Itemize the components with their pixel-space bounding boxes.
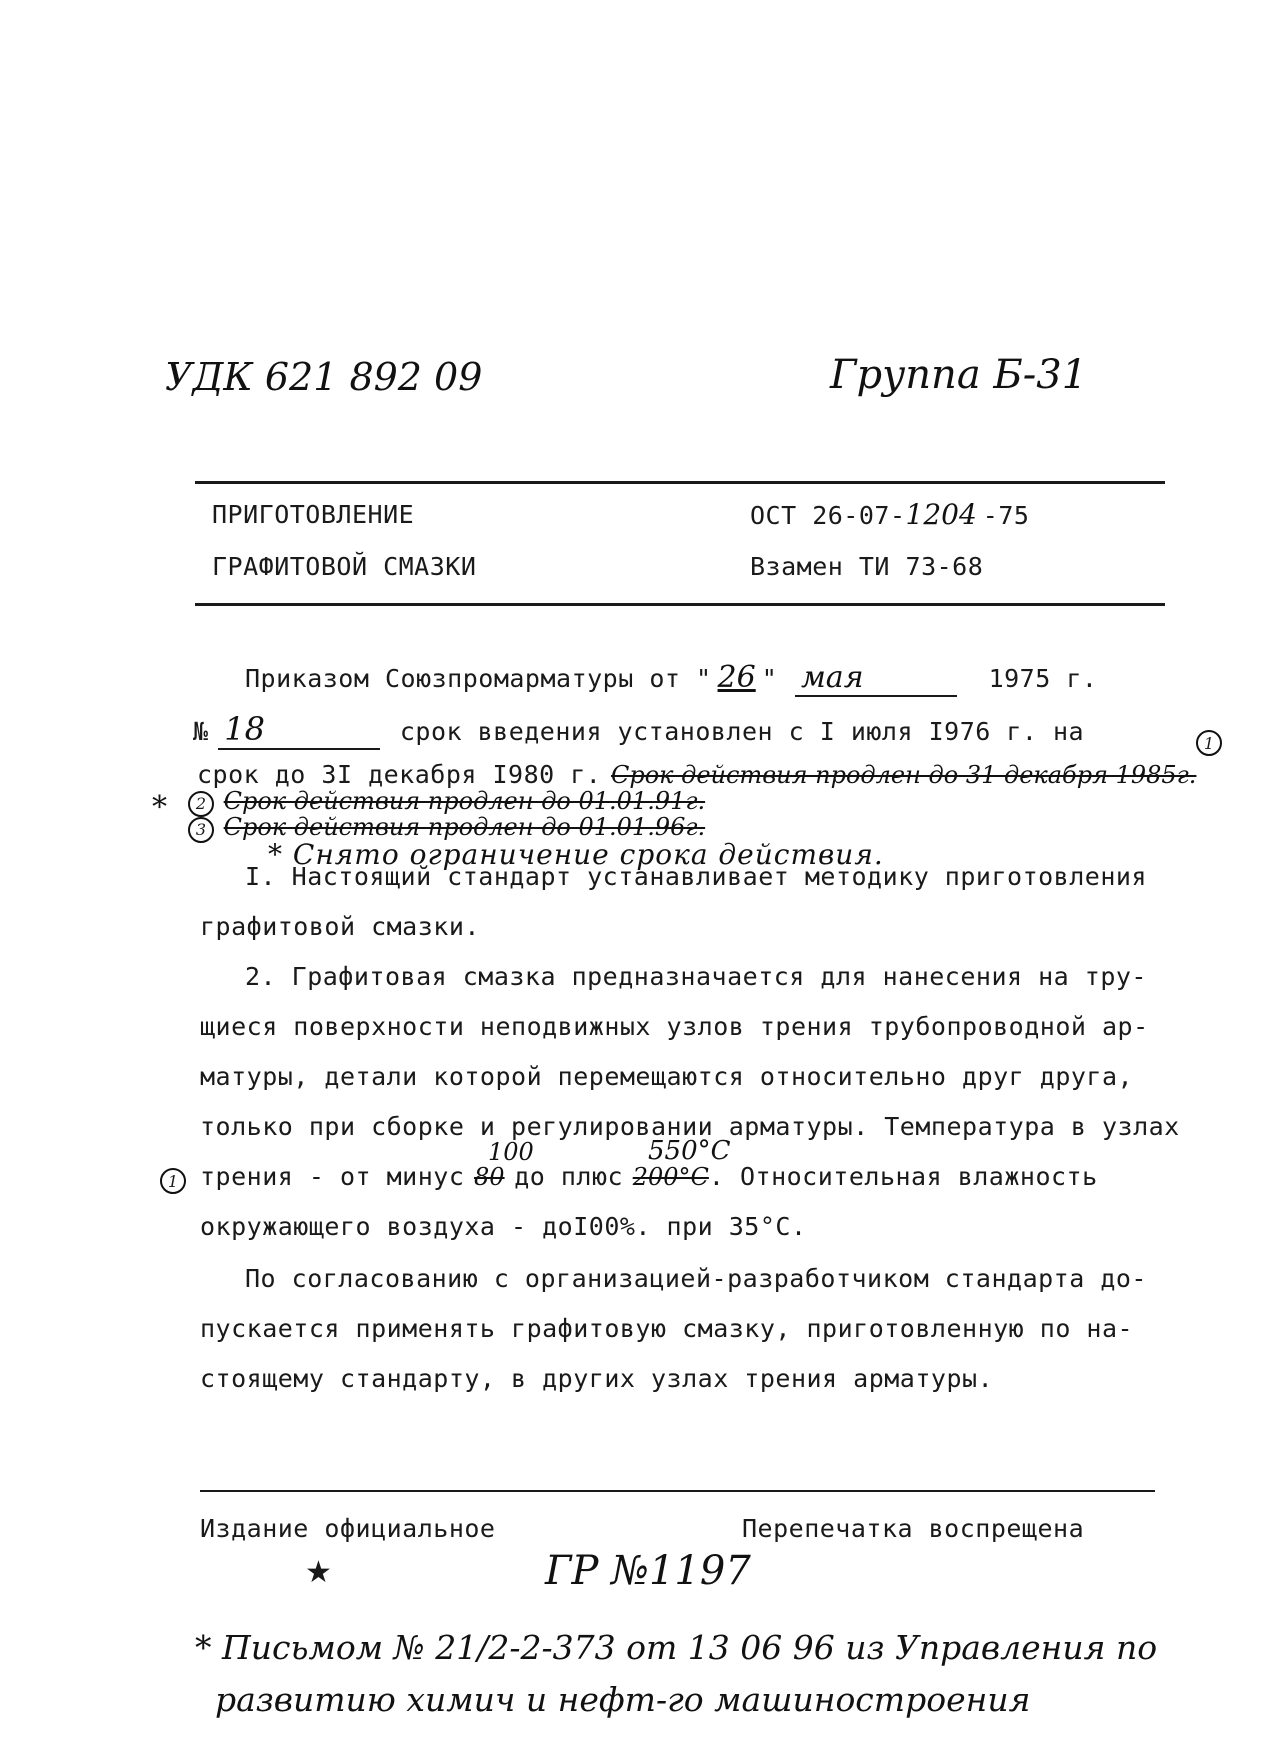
title-line-2: ГРАФИТОВОЙ СМАЗКИ [212, 552, 477, 581]
restriction-removed-note: * Снято ограничение срока действия. [268, 838, 884, 871]
para-3-line-1: По согласованию с организацией-разработчиком стандарта до- [245, 1264, 1147, 1293]
para-1-line-1: I. Настоящий стандарт устанавливает методику приготовления [245, 862, 1147, 891]
footer-rule [200, 1490, 1155, 1492]
extension-1991: Срок действия продлен до 01.01.91г. [223, 787, 706, 815]
old-max-temp: 200°С [632, 1163, 709, 1191]
udk-code: УДК 621 892 09 [165, 355, 483, 399]
revision-mark-1: 1 [1196, 730, 1222, 756]
std-number: 1204 [905, 498, 977, 531]
para-2-line-4: только при сборке и регулировании арматуры. Температура в узлах [200, 1112, 1180, 1141]
order-line-2: № 18 срок введения установлен с I июля I976 г. на [193, 710, 1085, 748]
extension-1996: Срок действия продлен до 01.01.96г. [223, 813, 706, 841]
correction-100: 100 [488, 1138, 534, 1166]
asterisk-mark: * [152, 790, 167, 825]
order-line-4: 2 Срок действия продлен до 01.01.91г. [188, 787, 705, 817]
para-2-line-2: щиеся поверхности неподвижных узлов трения трубопроводной ар- [200, 1012, 1149, 1041]
registration-number: ГР №1197 [545, 1548, 751, 1594]
star-icon: ★ [305, 1555, 332, 1590]
order-year: 1975 г. [988, 664, 1098, 693]
order-month: мая [795, 660, 957, 697]
para-2-line-1: 2. Графитовая смазка предназначается для нанесения на тру- [245, 962, 1147, 991]
bottom-rule [195, 603, 1165, 606]
correction-550: 550°С [648, 1136, 731, 1166]
para-2-line-5: трения - от минус 80 до плюс 200°С. Относительная влажность [200, 1162, 1098, 1191]
para-3-line-2: пускается применять графитовую смазку, приготовленную по на- [200, 1314, 1134, 1343]
top-rule [195, 481, 1165, 484]
para-1-line-2: графитовой смазки. [200, 912, 480, 941]
official-edition: Издание официальное [200, 1514, 496, 1543]
letter-note-line-2: развитию химич и нефт-го машиностроения [215, 1680, 1031, 1719]
order-day: 26 [717, 660, 756, 695]
extension-1985: Срок действия продлен до 31 декабря 1985г. [610, 761, 1197, 789]
order-line-3: срок до 3I декабря I980 г. Срок действия продлен до 31 декабря 1985г. [197, 760, 1197, 789]
replaces-note: Взамен ТИ 73-68 [750, 552, 984, 581]
std-prefix: ОСТ 26-07- [750, 501, 906, 530]
para-2-line-3: матуры, детали которой перемещаются относительно друг друга, [200, 1062, 1134, 1091]
letter-note-line-1: * Письмом № 21/2-2-373 от 13 06 96 из Управления по [195, 1628, 1158, 1667]
para-3-line-3: стоящему стандарту, в других узлах трения арматуры. [200, 1364, 994, 1393]
order-number: 18 [218, 710, 380, 750]
group-code: Группа Б-31 [830, 352, 1088, 398]
revision-mark-temp: 1 [160, 1168, 186, 1194]
order-line-5: 3 Срок действия продлен до 01.01.96г. [188, 813, 705, 843]
para-2-line-6: окружающего воздуха - доI00%. при 35°С. [200, 1212, 807, 1241]
reprint-prohibited: Перепечатка воспрещена [742, 1514, 1085, 1543]
standard-number [750, 498, 1029, 531]
std-suffix: -75 [982, 501, 1030, 530]
order-line-1: Приказом Союзпромарматуры от " 26 " мая 1975 г. [245, 660, 1098, 695]
title-line-1: ПРИГОТОВЛЕНИЕ [212, 500, 415, 529]
old-min-temp: 80 [474, 1163, 505, 1191]
